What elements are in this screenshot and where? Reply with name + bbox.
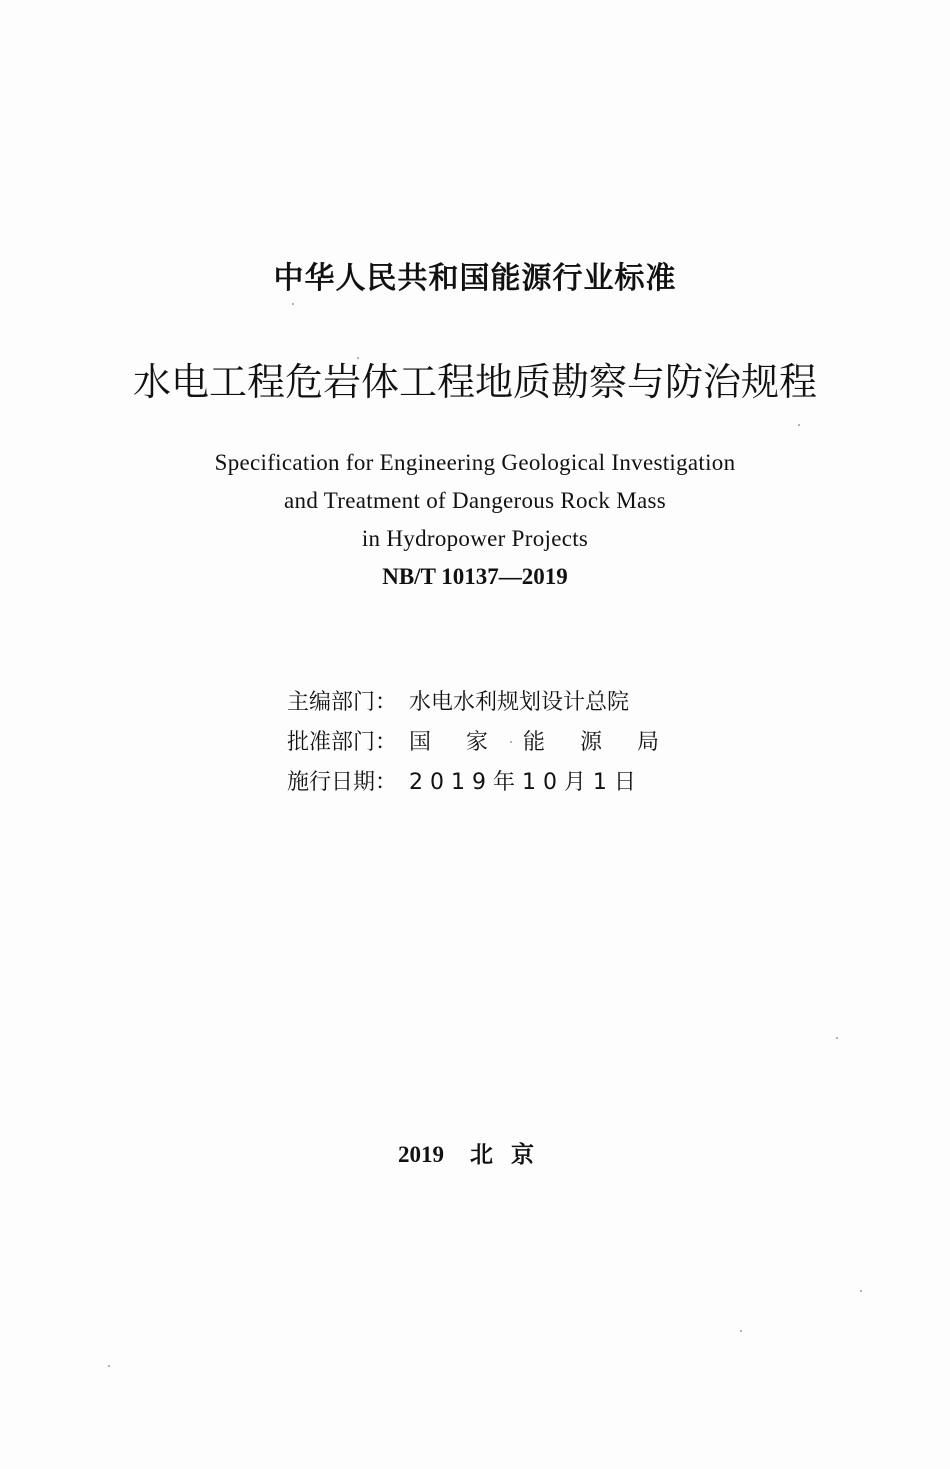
english-title-line-3: in Hydropower Projects [361, 526, 589, 551]
approver-char: 能 [522, 730, 545, 755]
effective-date-label: 施行日期： [287, 770, 398, 795]
imprint-city: 北京 [470, 1142, 552, 1167]
approver-row [287, 728, 667, 758]
scan-speck [740, 1330, 742, 1332]
approver-value [409, 728, 667, 758]
approver-char: 国 [409, 730, 432, 755]
approver-char: 源 [579, 730, 602, 755]
approver-char: 家 [465, 730, 488, 755]
scan-speck [510, 741, 512, 743]
english-title-line-1: Specification for Engineering Geological Investigation [214, 450, 736, 475]
chinese-title: 水电工程危岩体工程地质勘察与防治规程 [132, 360, 817, 404]
imprint-year: 2019 [398, 1142, 444, 1167]
english-title-line-2: and Treatment of Dangerous Rock Mass [284, 488, 666, 513]
scan-speck [292, 303, 294, 305]
editor-row [287, 688, 667, 718]
effective-date-value: 2 0 1 9 年 1 0 月 1 日 [409, 770, 636, 795]
scan-speck [108, 1365, 110, 1367]
approver-char: 局 [636, 730, 659, 755]
scan-speck [798, 424, 800, 426]
effective-date-row [287, 768, 667, 798]
imprint [0, 1140, 950, 1170]
editor-value: 水电水利规划设计总院 [409, 690, 630, 715]
industry-standard-heading: 中华人民共和国能源行业标准 [273, 261, 677, 296]
scan-speck [357, 357, 359, 359]
scan-speck [836, 1037, 838, 1039]
standard-code: NB/T 10137—2019 [382, 564, 568, 589]
scan-speck [860, 1290, 862, 1292]
editor-label: 主编部门： [287, 690, 398, 715]
approver-label: 批准部门： [287, 730, 398, 755]
